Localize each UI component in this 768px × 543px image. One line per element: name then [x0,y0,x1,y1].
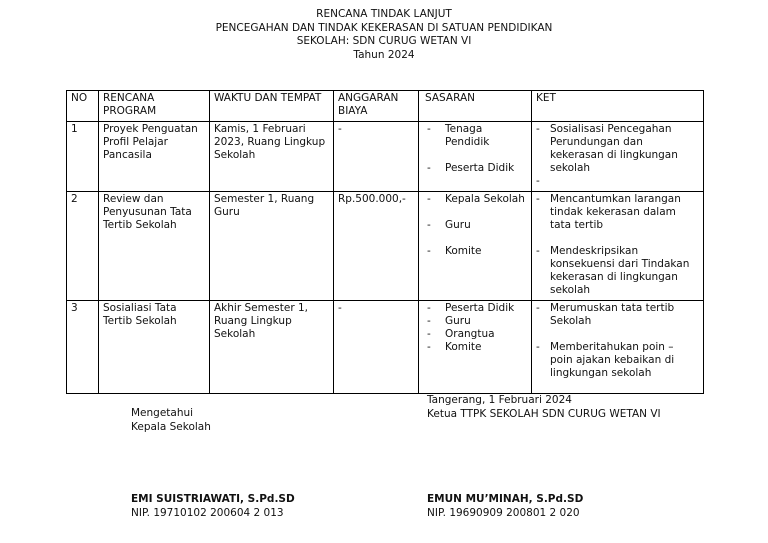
table-header-row [67,91,704,122]
row-no: 2 [67,192,99,301]
row-no: 1 [67,122,99,192]
chair-name: EMUN MU’MINAH, S.Pd.SD [427,493,584,505]
header-time-place: WAKTU DAN TEMPAT [210,91,334,122]
list-item: - Peserta Didik [427,162,515,174]
chair-title: Ketua TTPK SEKOLAH SDN CURUG WETAN VI [427,408,661,420]
list-item: - Kepala Sekolah [427,193,525,205]
list-item: - Mencantumkan larangan tindak kekerasan dalam tata tertib [536,193,681,231]
row-program: Review dan Penyusunan Tata Tertib Sekolah [99,192,210,301]
list-item: - Memberitahukan poin – poin ajakan kebaikan di lingkungan sekolah [536,341,675,379]
row-notes [532,122,704,192]
row-targets [419,192,532,301]
header-no: NO [67,91,99,122]
left-signatory [131,492,295,520]
list-item: - Peserta Didik [427,302,515,314]
chair-nip: NIP. 19690909 200801 2 020 [427,507,580,519]
row-no: 3 [67,301,99,394]
acknowledged-label: Mengetahui [131,407,194,419]
right-signature-block [427,393,661,421]
row-time-place: Kamis, 1 Februari 2023, Ruang Lingkup Sekolah [210,122,334,192]
table-row [67,192,704,301]
document-title: RENCANA TINDAK LANJUT [316,8,452,20]
document-header [0,8,768,62]
list-item: - Guru [427,315,471,327]
principal-title: Kepala Sekolah [131,421,211,433]
table-row [67,301,704,394]
right-signatory [427,492,583,520]
place-date: Tangerang, 1 Februari 2024 [427,394,572,406]
list-item: - Mendeskripsikan konsekuensi dari Tindakan kekerasan di lingkungan sekolah [536,245,690,296]
row-notes [532,192,704,301]
principal-nip: NIP. 19710102 200604 2 013 [131,507,284,519]
header-note: KET [532,91,704,122]
header-target: SASARAN [419,91,532,122]
row-budget: Rp.500.000,- [334,192,419,301]
list-item: - [536,175,540,187]
school-name: SEKOLAH: SDN CURUG WETAN VI [296,35,472,47]
row-notes [532,301,704,394]
row-targets [419,122,532,192]
list-item: - Sosialisasi Pencegahan Perundungan dan kekerasan di lingkungan sekolah [536,123,678,174]
list-item: - Komite [427,245,482,257]
left-signature-block [131,406,211,434]
document-year: Tahun 2024 [353,48,415,61]
principal-name: EMI SUISTRIAWATI, S.Pd.SD [131,493,295,505]
header-program: RENCANA PROGRAM [99,91,210,122]
list-item: - Orangtua [427,328,495,340]
table-row [67,122,704,192]
row-program: Proyek Penguatan Profil Pelajar Pancasila [99,122,210,192]
document-subtitle: PENCEGAHAN DAN TINDAK KEKERASAN DI SATUAN PENDIDIKAN [215,21,553,34]
list-item: - Komite [427,341,482,353]
header-budget: ANGGARAN BIAYA [334,91,419,122]
list-item: - Merumuskan tata tertib Sekolah [536,302,675,327]
list-item: - Guru [427,219,471,231]
list-item: - Tenaga Pendidik [427,123,490,148]
action-plan-table [66,90,704,394]
row-program: Sosialiasi Tata Tertib Sekolah [99,301,210,394]
row-budget: - [334,301,419,394]
row-targets [419,301,532,394]
row-time-place: Akhir Semester 1, Ruang Lingkup Sekolah [210,301,334,394]
row-time-place: Semester 1, Ruang Guru [210,192,334,301]
row-budget: - [334,122,419,192]
